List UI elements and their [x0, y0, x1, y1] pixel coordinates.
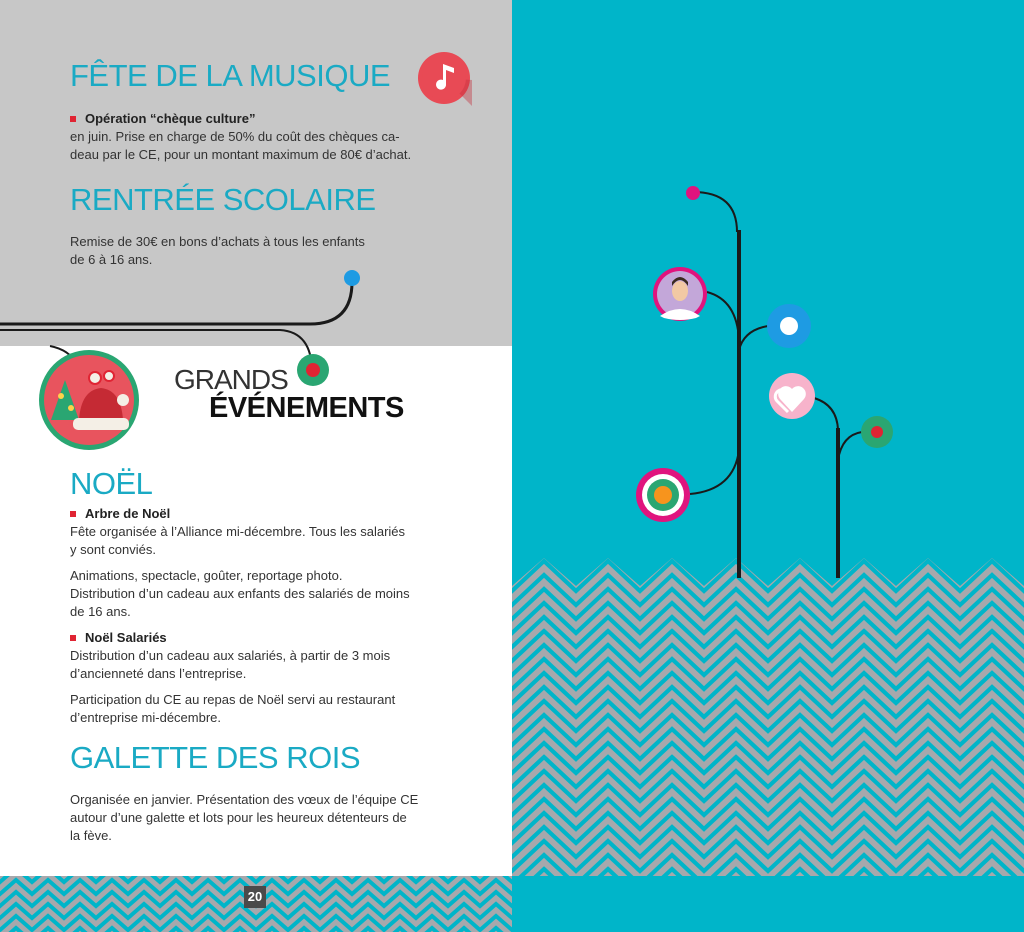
- page-number: 20: [244, 886, 266, 908]
- salaries-line-2: d’ancienneté dans l’entreprise.: [70, 666, 247, 681]
- rentree-title: RENTRÉE SCOLAIRE: [70, 182, 376, 217]
- noel-title: NOËL: [70, 466, 153, 501]
- music-note-icon: [416, 50, 472, 106]
- zigzag-chevron-pattern: [512, 556, 1024, 876]
- anim-line-2: Distribution d’un cadeau aux enfants des salariés de moins: [70, 586, 410, 601]
- bullet-marker: [70, 511, 76, 517]
- anim-line-1: Animations, spectacle, goûter, reportage photo.: [70, 568, 343, 583]
- section-title-bold: ÉVÉNEMENTS: [209, 392, 404, 424]
- bullet-marker: [70, 116, 76, 122]
- fete-line-1: en juin. Prise en charge de 50% du coût des chèques ca-: [70, 129, 400, 144]
- rentree-line-1: Remise de 30€ en bons d’achats à tous les enfants: [70, 234, 365, 249]
- participation-line-2: d’entreprise mi-décembre.: [70, 710, 222, 725]
- arbre-line-1: Fête organisée à l’Alliance mi-décembre. Tous les salariés: [70, 524, 406, 539]
- arbre-heading: Arbre de Noël: [85, 506, 171, 521]
- salaries-line-1: Distribution d’un cadeau aux salariés, à partir de 3 mois: [70, 648, 391, 663]
- person-icon: [653, 267, 707, 321]
- participation-line-1: Participation du CE au repas de Noël servi au restaurant: [70, 692, 396, 707]
- fete-musique-title: FÊTE DE LA MUSIQUE: [70, 58, 391, 93]
- rentree-line-2: de 6 à 16 ans.: [70, 252, 153, 267]
- arbre-line-2: y sont conviés.: [70, 542, 156, 557]
- green-dot-icon: [295, 352, 331, 388]
- target-icon: [636, 468, 690, 522]
- icon-tree: [512, 0, 1024, 600]
- cheque-culture-heading: Opération “chèque culture”: [85, 111, 256, 126]
- heart-icon: [769, 373, 815, 419]
- christmas-icon: [39, 350, 139, 450]
- galette-line-3: la fève.: [70, 828, 112, 843]
- galette-line-1: Organisée en janvier. Présentation des vœux de l’équipe CE: [70, 792, 419, 807]
- anim-line-3: de 16 ans.: [70, 604, 131, 619]
- galette-title: GALETTE DES ROIS: [70, 740, 361, 775]
- salaries-heading: Noël Salariés: [85, 630, 167, 645]
- fete-musique-body: [70, 110, 411, 164]
- fete-line-2: deau par le CE, pour un montant maximum de 80€ d’achat.: [70, 147, 412, 162]
- bullet-marker: [70, 635, 76, 641]
- right-page: [512, 0, 1024, 932]
- galette-line-2: autour d’une galette et lots pour les heureux détenteurs de: [70, 810, 407, 825]
- galette-body: [70, 791, 418, 845]
- section-title-light: GRANDS: [174, 364, 288, 395]
- noel-body: [70, 505, 410, 727]
